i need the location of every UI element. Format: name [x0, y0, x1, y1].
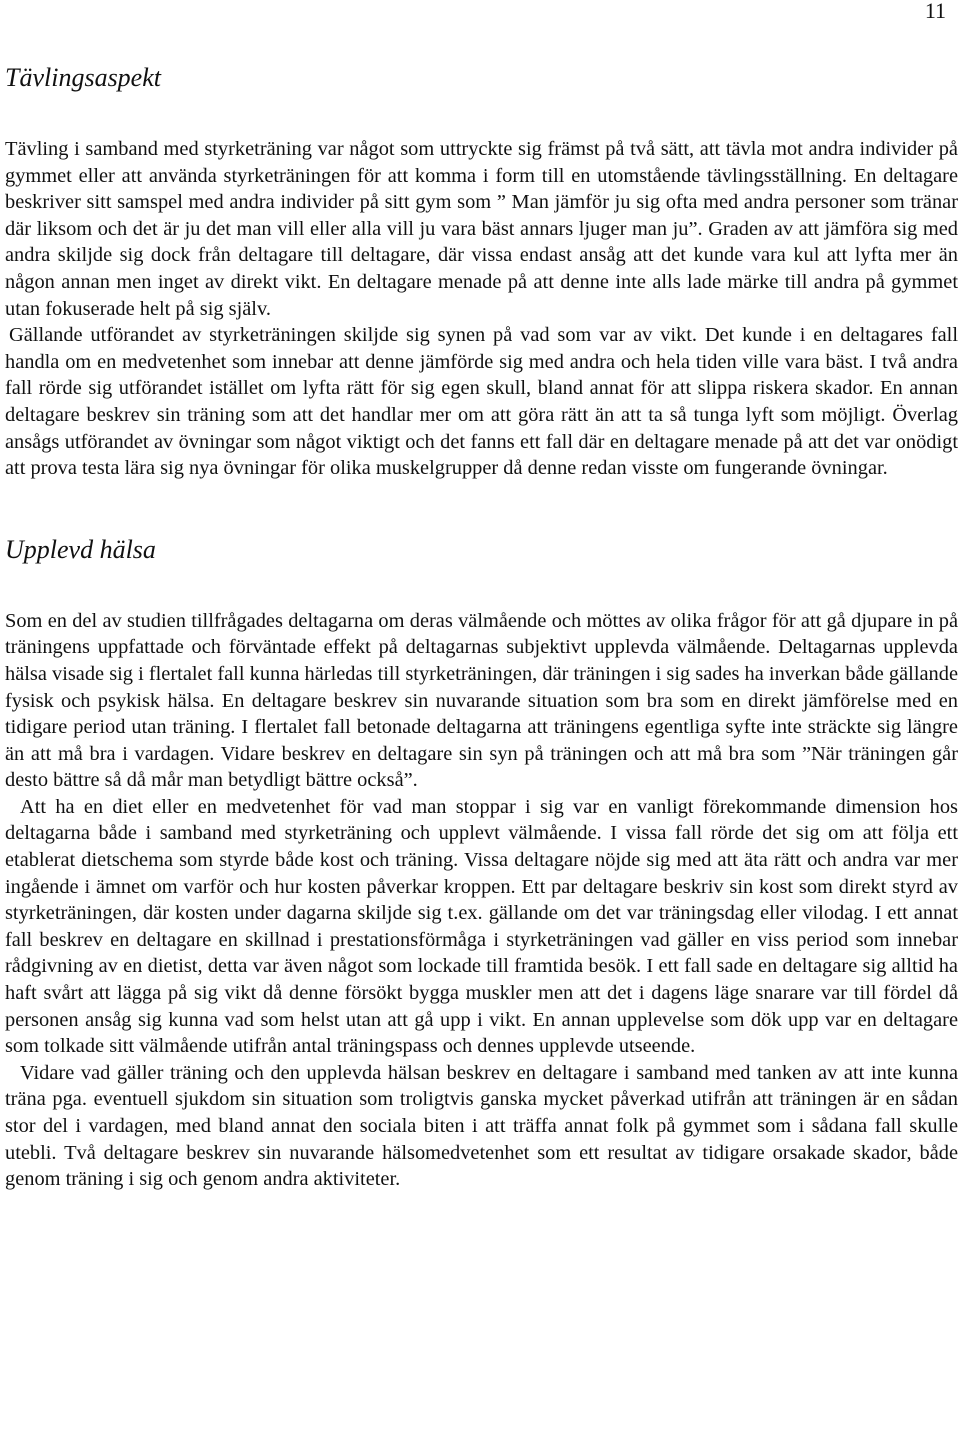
page-number: 11 [924, 0, 946, 23]
page-content [5, 62, 958, 1193]
paragraph-halsa-1: Som en del av studien tillfrågades deltagarna om deras välmående och möttes av olika frågor för att gå djupare in på träningens uppfattade och förväntade effekt på deltagarnas subjektivt upplevda välmående. Deltagarnas upplevda hälsa visade sig i flertalet fall kunna härledas till styrketräningen, där träningen i sig sades ha inverkan både gällande fysisk och psykisk hälsa. En deltagare beskrev sin nuvarande situation som bra som en direkt jämförelse med en tidigare period utan träning. I flertalet fall betonade deltagarna att träningens egentliga syfte inte sträckte sig längre än att må bra i vardagen. Vidare beskrev en deltagare sin syn på träningen och att må bra som ”När träningen går desto bättre så då mår man betydligt bättre också”. [5, 609, 958, 792]
paragraph-halsa-3: Vidare vad gäller träning och den upplevda hälsan beskrev en deltagare i samband med tanken av att inte kunna träna pga. eventuell sjukdom sin situation som troligtvis ganska mycket påverkad utifrån att träningen är en sådan stor del i vardagen, med bland annat den sociala biten i att träffa annat folk på gymmet som i sådana fall skulle utebli. Två deltagare beskrev sin nuvarande hälsomedvetenhet som ett resultat av tidigare orsakade skador, både genom träning i sig och genom andra aktiviteter. [5, 1061, 958, 1191]
section-heading-upplevd-halsa: Upplevd hälsa [5, 534, 156, 564]
section-heading-tavlingsaspekt: Tävlingsaspekt [5, 63, 161, 92]
paragraph-tavling-1: Tävling i samband med styrketräning var något som uttryckte sig främst på två sätt, att tävla mot andra individer på gymmet eller att använda styrketräningen för att komma i form till en utomstående tävlingsställning. En deltagare beskriver sitt samspel med andra individer på sitt gym som ” Man jämför ju sig ofta med andra personer som tränar där liksom och det är ju det man vill eller alla vill ju vara bäst annars ljuger man ju”. Graden av att jämföra sig med andra skiljde sig dock från deltagare till deltagare, där vissa endast ansåg att det kunde vara kul att lyfta mer än någon annan men inget av direkt vikt. En deltagare menade på att denne inte alls lade märke till andra på gymmet utan fokuserade helt på sig själv. [5, 138, 958, 320]
paragraph-tavling-2: Gällande utförandet av styrketräningen skiljde sig synen på vad som var av vikt. Det kunde i en deltagares fall handla om en medvetenhet som innebar att denne jämförde sig med andra och hela tiden ville vara bäst. I två andra fall rörde sig utförandet istället om lyfta rätt för sig egen skull, bland annat för att slippa riskera skador. En annan deltagare beskrev sin träning som att det handlar mer om att göra rätt än att ta så tunga lyft som möjligt. Överlag ansågs utförandet av övningar som något viktigt och det fanns ett fall där en deltagare menade på att det var onödigt att prova testa lära sig nya övningar för olika muskelgrupper då denne redan visste om fungerande övningar. [5, 324, 958, 480]
paragraph-halsa-2: Att ha en diet eller en medvetenhet för vad man stoppar i sig var en vanligt förekommande dimension hos deltagarna både i samband med styrketräning och upplevt välmående. I vissa fall rörde det sig om att följa ett etablerat dietschema som styrde både kost och träning. Vissa deltagare nöjde sig med att äta rätt och andra var mer ingående i ämnet om varför och hur kosten påverkar kroppen. Ett par deltagare beskriv sin kost som direkt styrd av styrketräningen, där kosten under dagarna skiljde sig t.ex. gällande om det var träningsdag eller vilodag. I ett annat fall beskrev en deltagare en skillnad i prestationsförmåga i styrketräningen vad gäller en viss period som innebar rådgivning av en dietist, detta var även något som lockade till framtida besök. I ett fall sade en deltagare sig alltid ha haft svårt att lägga på sig vikt då denne försökt bygga muskler men att det i dagens läge snarare var till fördel då personen ansåg sig kunna vad som helst utan att gå upp i vikt. En annan upplevelse som dök upp var en deltagare som tolkade sitt välmående utifrån antal träningspass och dennes upplevde utseende. [5, 795, 958, 1058]
